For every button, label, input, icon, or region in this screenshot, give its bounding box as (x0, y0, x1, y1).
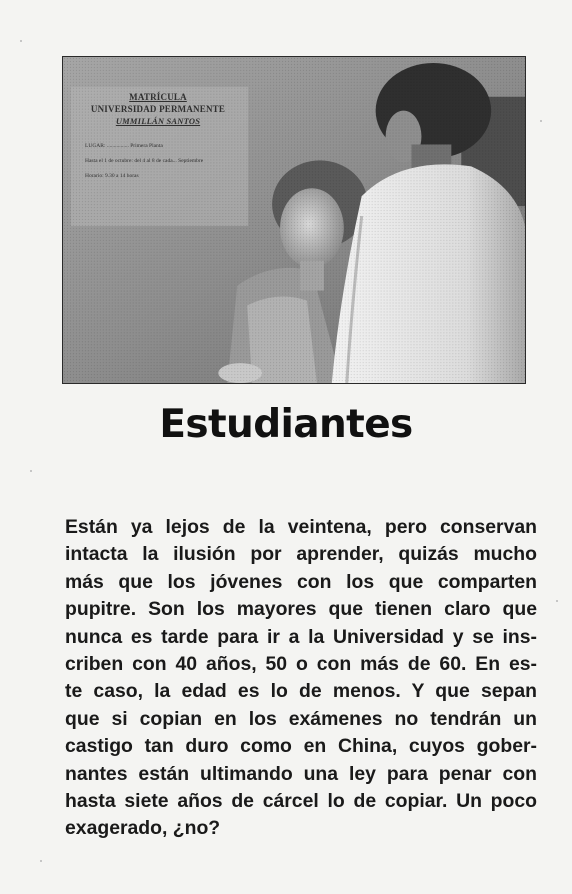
article-line: Están ya lejos de la veintena, pero conservan (65, 516, 537, 538)
paper-speck (40, 860, 42, 862)
paper-speck (540, 120, 542, 122)
headline: Estudiantes (159, 402, 413, 447)
poster-detail-1: LUGAR: ................ Primera Planta (85, 143, 163, 149)
paper-speck (30, 470, 32, 472)
paper-speck (20, 40, 22, 42)
article-body (65, 514, 537, 843)
article-line: intacta la ilusión por aprender, quizás mucho (65, 543, 537, 566)
article-line: castigo tan duro como en China, cuyos gober- (65, 735, 537, 758)
article-line: hasta siete años de cárcel lo de copiar. Un poco (65, 790, 537, 813)
paper-speck (556, 600, 558, 602)
article-line: nunca es tarde para ir a la Universidad y se ins- (65, 625, 537, 648)
poster-title: MATRÍCULA (129, 92, 187, 102)
poster-name: UMMILLÁN SANTOS (115, 116, 201, 126)
photo-poster (73, 91, 243, 221)
article-line: nantes están ultimando una ley para penar con (65, 762, 537, 785)
poster-subtitle: UNIVERSIDAD PERMANENTE (90, 104, 226, 114)
article-line: pupitre. Son los mayores que tienen claro que (65, 598, 537, 621)
poster-detail-2: Hasta el 1 de octubre: del 4 al 8 de cada... Septiembre (85, 158, 204, 164)
article-line: más que los jóvenes con los que comparten (65, 570, 537, 593)
article-line: te caso, la edad es lo de menos. Y que sepan (65, 680, 537, 703)
article-line: que si copian en los exámenes no tendrán un (65, 707, 537, 730)
article-paragraph (65, 514, 537, 843)
article-photo (62, 56, 526, 384)
article-line: criben con 40 años, 50 o con más de 60. En es- (65, 653, 537, 676)
article-line: exagerado, ¿no? (65, 817, 221, 840)
poster-detail-3: Horario: 9.30 a 14 horas (85, 173, 139, 179)
